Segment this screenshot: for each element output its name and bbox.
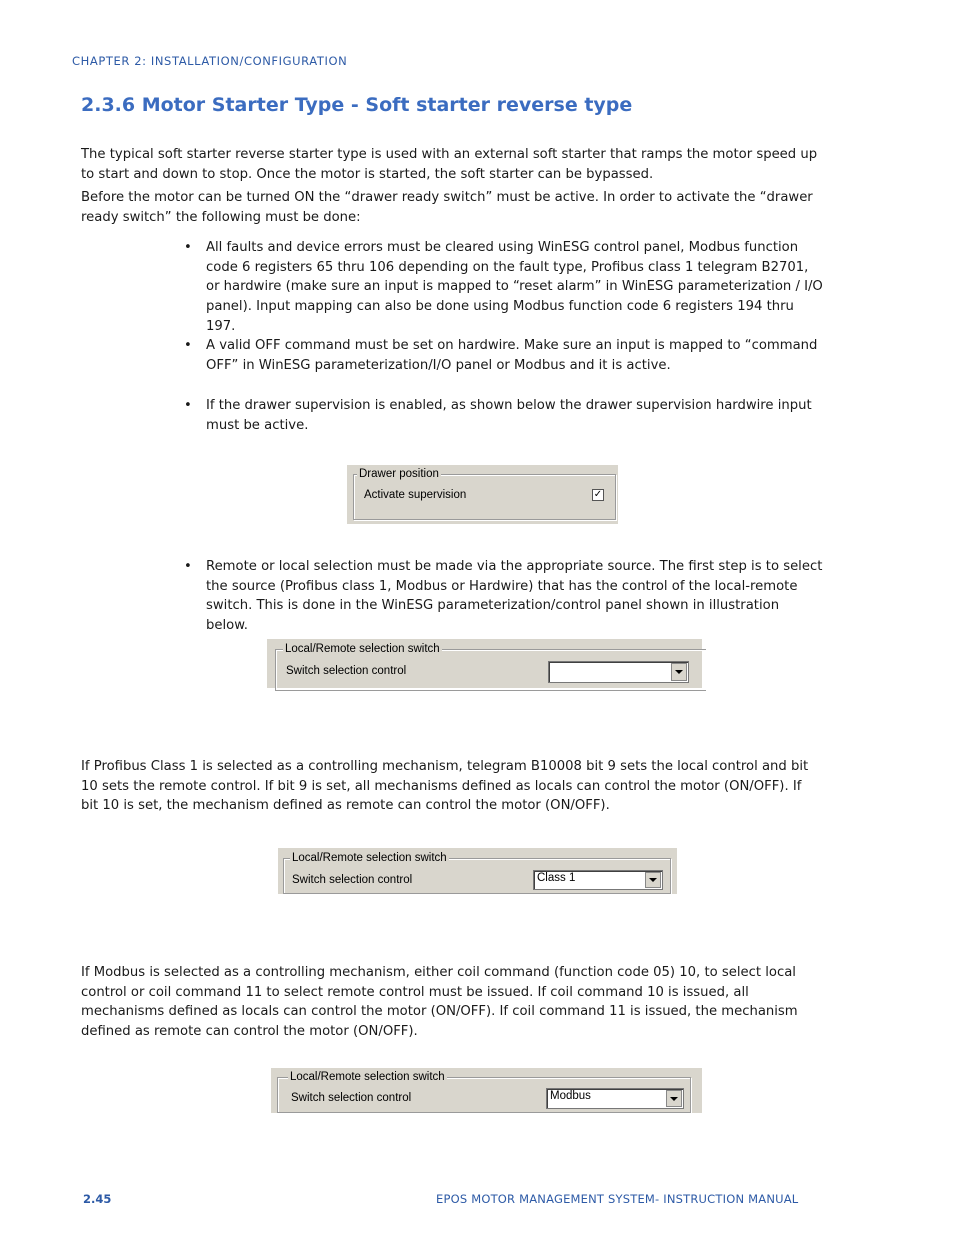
group-label: Local/Remote selection switch — [285, 643, 440, 655]
list-item — [184, 336, 824, 375]
list-item-text: Remote or local selection must be made via the appropriate source. The first step is to select the source (Profibus class 1, Modbus or Hardwire) that has the control of the local-remote switch. This is done in the WinESG parameterization/control panel shown in illustration below. — [206, 559, 823, 634]
chapter-header: CHAPTER 2: INSTALLATION/CONFIGURATION — [72, 54, 348, 68]
check-icon: ✓ — [593, 489, 603, 500]
group-label: Local/Remote selection switch — [292, 852, 447, 864]
bullet-icon: • — [184, 559, 192, 574]
field-label: Switch selection control — [292, 874, 413, 886]
bullet-icon: • — [184, 240, 192, 255]
field-label: Switch selection control — [286, 665, 407, 677]
profibus-paragraph: If Profibus Class 1 is selected as a controlling mechanism, telegram B10008 bit 9 sets the local control and bit 10 sets the remote control. If bit 9 is set, all mechanisms defined as locals can control the motor (ON/OFF). If bit 10 is set, the mechanism defined as remote can control the motor (ON/OFF). — [81, 759, 809, 813]
list-item-text: A valid OFF command must be set on hardwire. Make sure an input is mapped to “command OFF” in WinESG parameterization/I/O panel or Modbus and it is active. — [206, 338, 818, 373]
local-remote-panel-modbus — [271, 1068, 702, 1113]
checkbox-label: Activate supervision — [364, 489, 467, 501]
chevron-down-icon[interactable] — [671, 663, 687, 681]
local-remote-panel-empty — [267, 639, 702, 688]
modbus-paragraph: If Modbus is selected as a controlling mechanism, either coil command (function code 05) 10, to select local control or coil command 11 to select remote control must be issued. If coil command 10 is issued, all mechanisms defined as locals can control the motor (ON/OFF). If coil command 11 is issued, the mechanism defined as remote can control the motor (ON/OFF). — [81, 965, 798, 1039]
dropdown-value: Class 1 — [537, 872, 576, 884]
list-item — [184, 238, 824, 337]
list-item-text: If the drawer supervision is enabled, as shown below the drawer supervision hardwire input must be active. — [206, 398, 812, 433]
activate-supervision-checkbox[interactable] — [592, 489, 604, 501]
intro-paragraph: The typical soft starter reverse starter type is used with an external soft starter that ramps the motor speed up to start and down to stop. Once the motor is started, the soft starter can be bypassed. — [81, 147, 818, 182]
group-label: Local/Remote selection switch — [290, 1071, 445, 1083]
section-title: 2.3.6 Motor Starter Type - Soft starter reverse type — [81, 94, 633, 116]
field-label: Switch selection control — [291, 1092, 412, 1104]
switch-selection-dropdown[interactable] — [548, 661, 689, 683]
chevron-down-icon[interactable] — [645, 872, 661, 888]
list-item-text: All faults and device errors must be cleared using WinESG control panel, Modbus function code 6 registers 65 thru 106 depending on the fault type, Profibus class 1 telegram B2701, or hardwire (make sure an input is mapped to “reset alarm” in WinESG parameterization / I/O panel). Input mapping can also be done using Modbus function code 6 registers 194 thru 197. — [206, 240, 823, 334]
drawer-position-panel — [347, 465, 618, 524]
local-remote-panel-class1 — [278, 848, 677, 894]
drawer-ready-paragraph: Before the motor can be turned ON the “drawer ready switch” must be active. In order to activate the “drawer ready switch” the following must be done: — [81, 190, 813, 225]
switch-selection-dropdown[interactable] — [546, 1088, 684, 1109]
manual-title: EPOS MOTOR MANAGEMENT SYSTEM- INSTRUCTION MANUAL — [436, 1192, 799, 1206]
bullet-icon: • — [184, 338, 192, 353]
group-label: Drawer position — [359, 468, 439, 480]
list-item — [184, 557, 824, 636]
page-number: 2.45 — [83, 1192, 112, 1206]
dropdown-value: Modbus — [550, 1090, 591, 1102]
switch-selection-dropdown[interactable] — [533, 870, 663, 890]
chevron-down-icon[interactable] — [666, 1090, 682, 1107]
list-item — [184, 396, 824, 435]
bullet-icon: • — [184, 398, 192, 413]
